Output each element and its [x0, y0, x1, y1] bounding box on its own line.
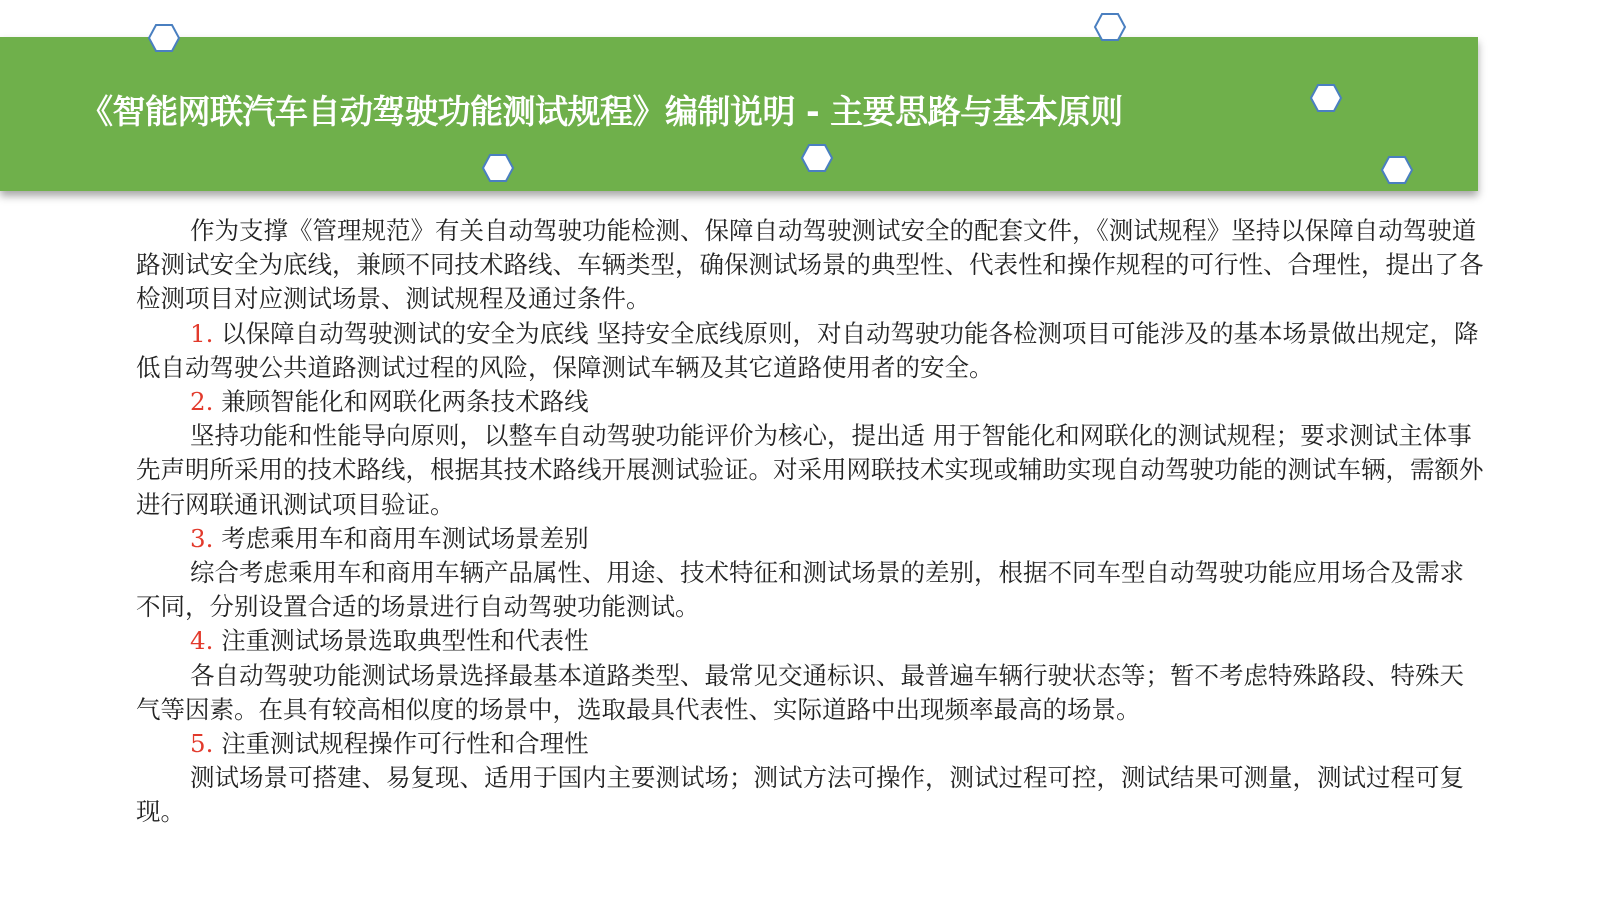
hexagon-icon	[147, 23, 181, 53]
principle-heading: 以保障自动驾驶测试的安全为底线 坚持安全底线原则，对自动驾驶功能各检测项目可能涉及的基本场景做出规定，降低自动驾驶公共道路测试过程的风险，保障测试车辆及其它道路使用者的安全。	[136, 318, 1479, 382]
principle-number: 2.	[190, 387, 214, 417]
principle-3	[136, 522, 1486, 556]
principle-number: 3.	[190, 523, 214, 553]
principle-1	[136, 317, 1486, 385]
principle-heading: 注重测试规程操作可行性和合理性	[221, 729, 589, 759]
hexagon-icon	[1309, 83, 1343, 113]
principle-number: 5.	[190, 729, 214, 759]
hexagon-icon	[1380, 155, 1414, 185]
principle-2	[136, 385, 1486, 419]
principle-number: 1.	[190, 318, 214, 348]
hexagon-icon	[800, 143, 834, 173]
principle-description: 综合考虑乘用车和商用车辆产品属性、用途、技术特征和测试场景的差别，根据不同车型自动驾驶功能应用场合及需求不同，分别设置合适的场景进行自动驾驶功能测试。	[136, 558, 1464, 622]
principle-number: 4.	[190, 626, 214, 656]
principle-description: 各自动驾驶功能测试场景选择最基本道路类型、最常见交通标识、最普遍车辆行驶状态等；暂不考虑特殊路段、特殊天气等因素。在具有较高相似度的场景中，选取最具代表性、实际道路中出现频率最高的场景。	[136, 660, 1464, 724]
page-title: 《智能网联汽车自动驾驶功能测试规程》编制说明 - 主要思路与基本原则	[80, 92, 1123, 131]
principle-description: 测试场景可搭建、易复现、适用于国内主要测试场；测试方法可操作，测试过程可控，测试结果可测量，测试过程可复现。	[136, 763, 1464, 827]
principle-heading: 兼顾智能化和网联化两条技术路线	[221, 387, 589, 417]
principle-4	[136, 624, 1486, 658]
principle-description: 坚持功能和性能导向原则，以整车自动驾驶功能评价为核心，提出适 用于智能化和网联化的测试规程；要求测试主体事先声明所采用的技术路线，根据其技术路线开展测试验证。对采用网联技术实现或辅助实现自动驾驶功能的测试车辆，需额外进行网联通讯测试项目验证。	[136, 421, 1484, 519]
principle-heading: 考虑乘用车和商用车测试场景差别	[221, 523, 589, 553]
intro-paragraph: 作为支撑《管理规范》有关自动驾驶功能检测、保障自动驾驶测试安全的配套文件，《测试规程》坚持以保障自动驾驶道路测试安全为底线，兼顾不同技术路线、车辆类型，确保测试场景的典型性、代表性和操作规程的可行性、合理性，提出了各检测项目对应测试场景、测试规程及通过条件。	[136, 216, 1484, 314]
principle-5	[136, 727, 1486, 761]
hexagon-icon	[481, 153, 515, 183]
principle-heading: 注重测试场景选取典型性和代表性	[221, 626, 589, 656]
body-text	[136, 214, 1486, 830]
hexagon-icon	[1093, 12, 1127, 42]
